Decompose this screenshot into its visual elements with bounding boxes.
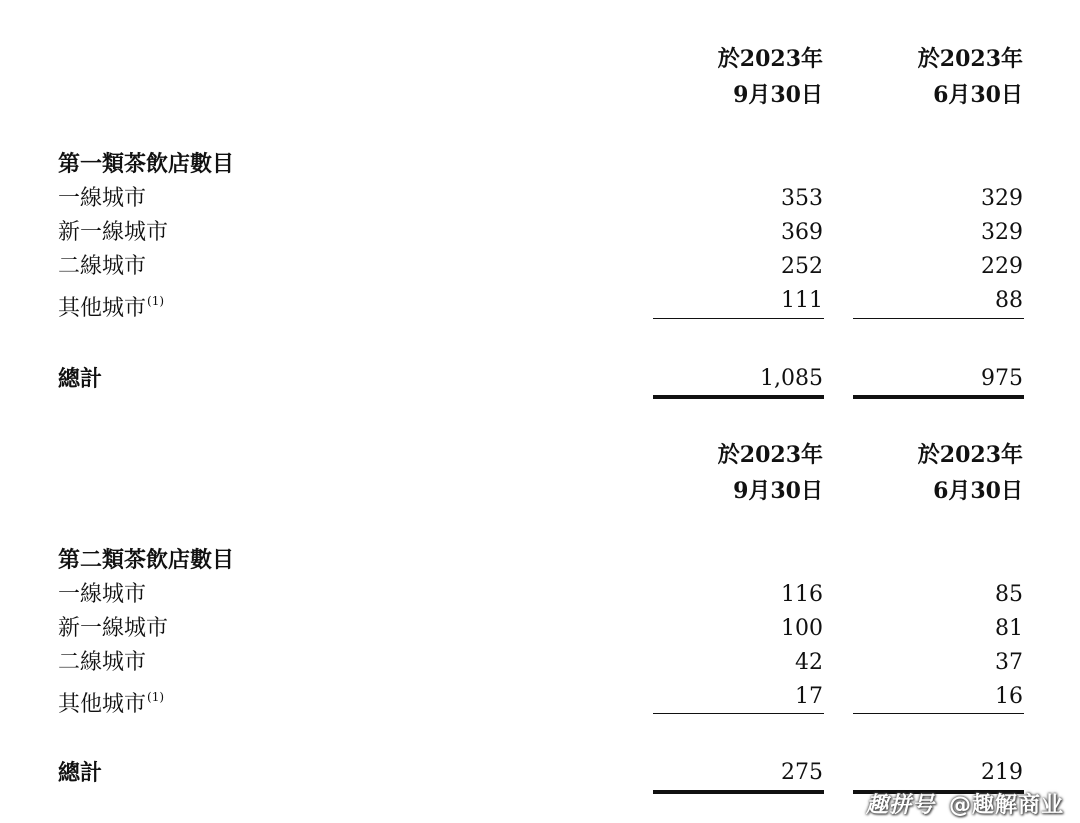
value-jun-30: 81 — [995, 616, 1023, 641]
table-row — [0, 218, 1080, 248]
value-sep-30: 17 — [795, 684, 823, 709]
column-header-line1: 於2023年 — [717, 442, 823, 468]
value-jun-30: 85 — [995, 582, 1023, 607]
watermark — [866, 788, 1064, 819]
value-sep-30: 116 — [781, 582, 823, 607]
total-rule — [653, 790, 824, 794]
watermark-text: @趣解商业 — [948, 793, 1064, 818]
row-label-text: 其他城市 — [58, 692, 147, 717]
row-label: 新一線城市 — [58, 220, 169, 245]
row-label: 一線城市 — [58, 582, 147, 607]
column-header-line2: 6月30日 — [933, 478, 1023, 504]
subtotal-rule — [653, 318, 824, 319]
value-jun-30: 88 — [995, 288, 1023, 313]
row-label — [58, 682, 164, 720]
column-header-line2: 9月30日 — [733, 478, 823, 504]
watermark-logo: 趣拼号 — [865, 793, 935, 818]
value-jun-30: 16 — [995, 684, 1023, 709]
store-count-table-category-2 — [0, 396, 1080, 791]
value-jun-30: 37 — [995, 650, 1023, 675]
total-row — [0, 758, 1080, 788]
column-header-line1: 於2023年 — [917, 442, 1023, 468]
value-sep-30: 42 — [795, 650, 823, 675]
value-sep-30: 100 — [781, 616, 823, 641]
table-row — [0, 682, 1080, 717]
value-jun-30: 329 — [981, 220, 1023, 245]
subtotal-rule — [853, 318, 1024, 319]
total-row — [0, 364, 1080, 394]
total-jun-30: 975 — [981, 366, 1023, 391]
row-label — [58, 286, 164, 324]
row-label-text: 其他城市 — [58, 296, 147, 321]
store-count-table-category-1 — [0, 0, 1080, 395]
total-sep-30: 275 — [781, 760, 823, 785]
value-sep-30: 353 — [781, 186, 823, 211]
value-jun-30: 229 — [981, 254, 1023, 279]
value-sep-30: 252 — [781, 254, 823, 279]
column-header-sep-30 — [653, 440, 823, 510]
section-title: 第二類茶飲店數目 — [58, 547, 235, 573]
value-sep-30: 369 — [781, 220, 823, 245]
subtotal-rule — [653, 713, 824, 714]
table-row — [0, 580, 1080, 610]
table-row — [0, 614, 1080, 644]
subtotal-rule — [853, 713, 1024, 714]
section-title: 第一類茶飲店數目 — [58, 151, 235, 177]
total-label: 總計 — [58, 760, 103, 786]
column-header-line2: 6月30日 — [933, 82, 1023, 108]
column-header-line2: 9月30日 — [733, 82, 823, 108]
column-header-jun-30 — [853, 44, 1023, 114]
column-header-line1: 於2023年 — [717, 46, 823, 72]
column-header-line1: 於2023年 — [917, 46, 1023, 72]
column-header-sep-30 — [653, 44, 823, 114]
row-label: 新一線城市 — [58, 616, 169, 641]
row-label: 一線城市 — [58, 186, 147, 211]
footnote-marker: (1) — [147, 690, 165, 704]
value-jun-30: 329 — [981, 186, 1023, 211]
row-label: 二線城市 — [58, 650, 147, 675]
table-row — [0, 648, 1080, 678]
total-jun-30: 219 — [981, 760, 1023, 785]
value-sep-30: 111 — [781, 288, 823, 313]
table-row — [0, 252, 1080, 282]
row-label: 二線城市 — [58, 254, 147, 279]
table-row — [0, 184, 1080, 214]
table-row — [0, 286, 1080, 321]
footnote-marker: (1) — [147, 294, 165, 308]
column-header-jun-30 — [853, 440, 1023, 510]
total-sep-30: 1,085 — [760, 366, 823, 391]
total-label: 總計 — [58, 366, 103, 392]
